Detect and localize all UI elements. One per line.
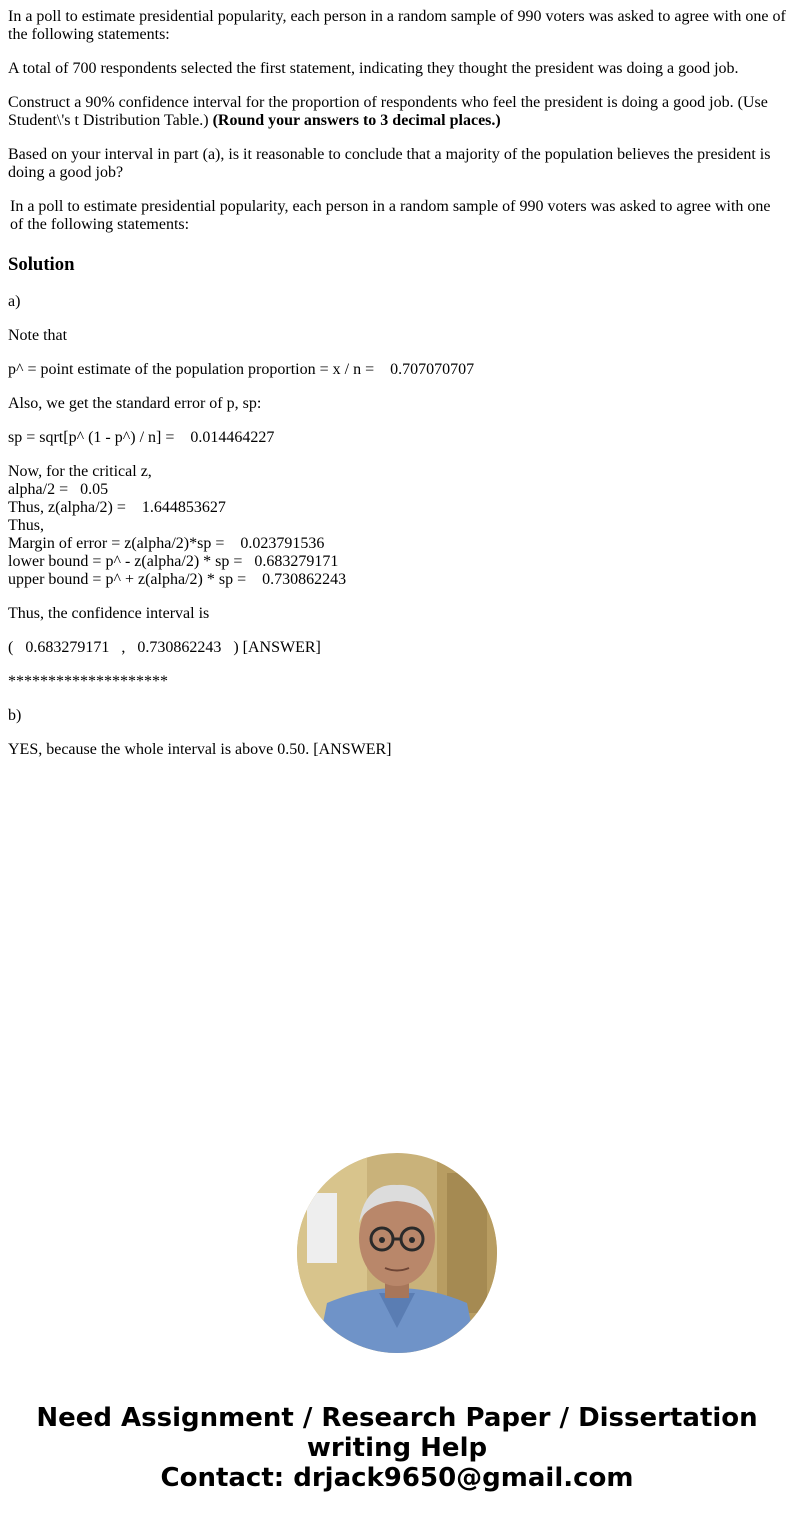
document-body: [8, 0, 788, 775]
ci-intro: Thus, the confidence interval is: [8, 605, 210, 622]
contact-footer: [0, 1403, 794, 1493]
footer-contact: Contact: drjack9650@gmail.com: [160, 1463, 634, 1493]
footer-line-2: writing Help: [306, 1433, 488, 1463]
sp-line: sp = sqrt[p^ (1 - p^) / n] = 0.014464227: [8, 429, 275, 446]
note-text: Note that: [8, 327, 68, 344]
question-repeat: In a poll to estimate presidential popularity, each person in a random sample of 990 voters was asked to agree with one of the following statements:: [10, 198, 771, 233]
part-a-label: a): [8, 293, 21, 310]
p-hat-line: p^ = point estimate of the population proportion = x / n = 0.707070707: [8, 361, 475, 378]
part-b-label: b): [8, 707, 22, 724]
solution-heading: Solution: [8, 254, 75, 275]
critical-line: Thus,: [8, 517, 44, 534]
footer-line-1: Need Assignment / Research Paper / Dissertation: [36, 1403, 758, 1433]
portrait-image: [297, 1153, 497, 1353]
construct-text: Construct a 90% confidence interval for the proportion of respondents who feel the president is doing a good job. (Use Student\'s t Distribution Table.): [8, 94, 768, 129]
question-based-on: Based on your interval in part (a), is it reasonable to conclude that a majority of the population believes the president is doing a good job?: [8, 146, 771, 181]
critical-line: lower bound = p^ - z(alpha/2) * sp = 0.683279171: [8, 553, 339, 570]
critical-block: [8, 463, 788, 589]
question-construct: [8, 94, 788, 130]
se-intro: Also, we get the standard error of p, sp:: [8, 395, 262, 412]
critical-line: Margin of error = z(alpha/2)*sp = 0.023791536: [8, 535, 325, 552]
part-b-answer: YES, because the whole interval is above 0.50. [ANSWER]: [8, 741, 392, 758]
separator-stars: ********************: [8, 673, 168, 690]
critical-line: Thus, z(alpha/2) = 1.644853627: [8, 499, 226, 516]
critical-line: upper bound = p^ + z(alpha/2) * sp = 0.730862243: [8, 571, 347, 588]
critical-line: Now, for the critical z,: [8, 463, 152, 480]
question-total: A total of 700 respondents selected the first statement, indicating they thought the president was doing a good job.: [8, 60, 739, 77]
ci-answer: ( 0.683279171 , 0.730862243 ) [ANSWER]: [8, 639, 321, 656]
critical-line: alpha/2 = 0.05: [8, 481, 109, 498]
construct-bold: (Round your answers to 3 decimal places.): [212, 112, 501, 129]
author-photo: [297, 1153, 497, 1353]
question-intro: In a poll to estimate presidential popularity, each person in a random sample of 990 voters was asked to agree with one of the following statements:: [8, 8, 786, 43]
